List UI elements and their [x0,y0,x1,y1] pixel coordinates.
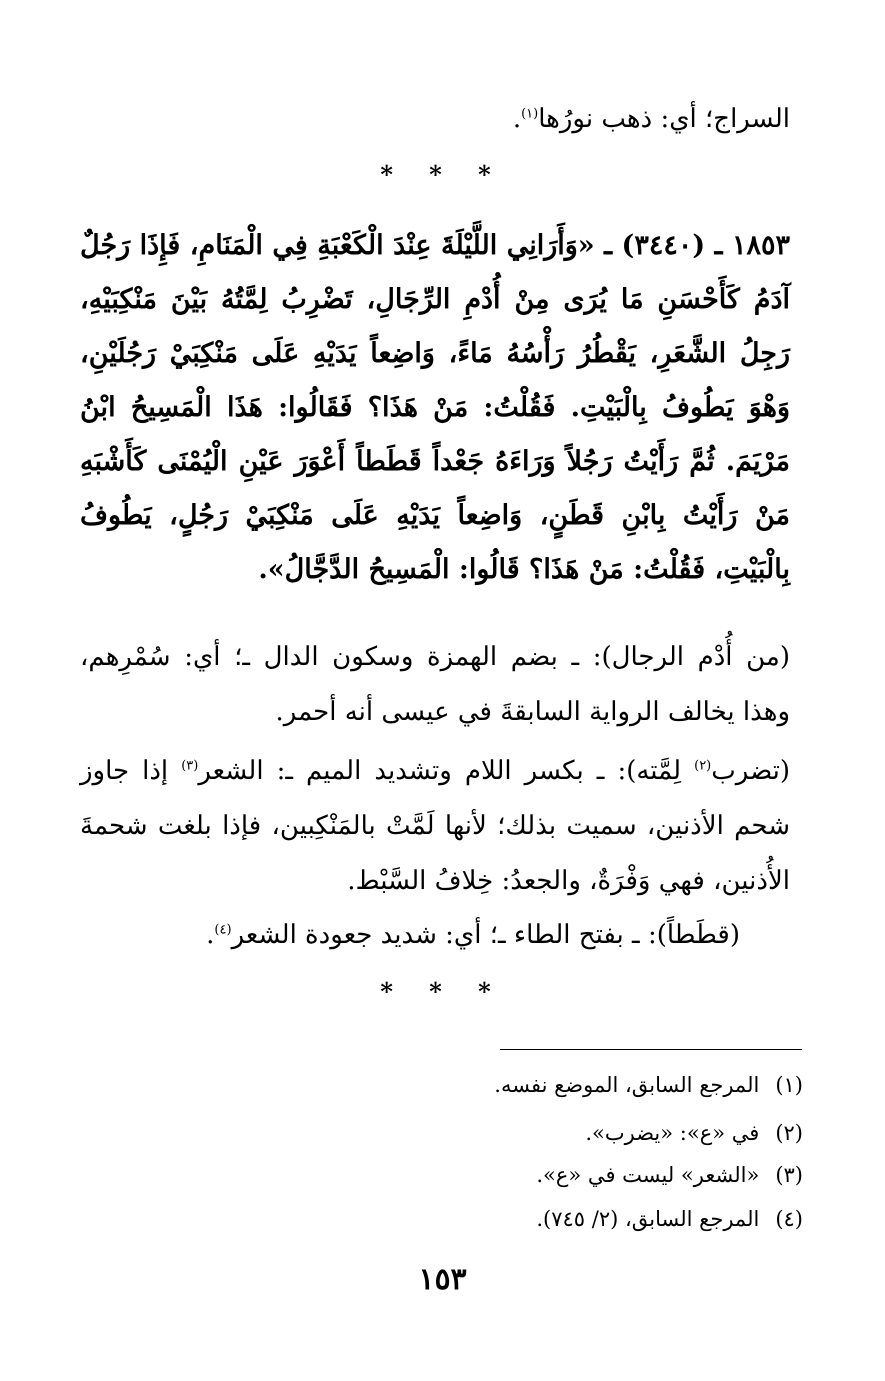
footnote-ref-1: (١) [521,106,539,122]
commentary-paragraph-3 [206,908,740,963]
commentary-3-end: . [206,920,215,950]
commentary-paragraph-1: (من أُدْم الرجال): ـ بضم الهمزة وسكون الدال ـ؛ أي: سُمْرِهم، وهذا يخالف الرواية السابقةَ في عيسى أنه أحمر. [80,642,790,727]
commentary-2-part-a: (تضرب [711,756,790,786]
footnote-1 [494,1073,803,1097]
footnote-number: (١) [775,1073,803,1097]
intro-end: . [512,104,522,134]
footnote-number: (٣) [775,1163,803,1187]
footnote-number: (٢) [775,1121,803,1145]
footnote-text: في «ع»: «يضرب». [585,1121,760,1145]
section-separator-top: * * * [380,160,505,189]
footnote-text: المرجع السابق، (٢/ ٧٤٥). [536,1207,760,1231]
footnote-ref-3: (٣) [181,758,199,774]
footnote-divider [500,1049,802,1050]
commentary-paragraph-2 [80,744,790,909]
footnote-text: المرجع السابق، الموضع نفسه. [494,1073,760,1097]
footnote-text: «الشعر» ليست في «ع». [536,1163,760,1187]
footnote-number: (٤) [775,1207,803,1231]
footnote-4 [536,1207,803,1231]
footnote-ref-2: (٢) [694,758,712,774]
footnote-3 [536,1163,803,1187]
intro-line [513,92,790,147]
footnote-2 [585,1121,803,1145]
intro-text: السراج؛ أي: ذهب نورُها [538,104,790,134]
commentary-3-text: (قطَطاً): ـ بفتح الطاء ـ؛ أي: شديد جعودة الشعر [231,920,740,950]
page-number: ١٥٣ [418,1262,467,1297]
commentary-2-part-c: إذا جاوز شحم الأذنين، سميت بذلك؛ لأنها لَمَّتْ بالمَنْكِبين، فإذا بلغت شحمةَ الأُذنين، فهي وَفْرَةٌ، والجعدُ: خِلافُ السَّبْط. [80,756,790,896]
footnote-ref-4: (٤) [214,922,232,938]
commentary-2-part-b: لِمَّته): ـ بكسر اللام وتشديد الميم ـ: الشعر [198,756,695,786]
hadith-paragraph: ١٨٥٣ ـ (٣٤٤٠) ـ «وَأَرَانِي اللَّيْلَةَ عِنْدَ الْكَعْبَةِ فِي الْمَنَامِ، فَإِذَا رَجُلٌ آدَمُ كَأَحْسَنِ مَا يُرَى مِنْ أُدْمِ الرِّجَالِ، تَضْرِبُ لِمَّتُهُ بَيْنَ مَنْكِبَيْهِ، رَجِلُ الشَّعَرِ، يَقْطُرُ رَأْسُهُ مَاءً، وَاضِعاً يَدَيْهِ عَلَى مَنْكِبَيْ رَجُلَيْنِ، وَهْوَ يَطُوفُ بِالْبَيْتِ. فَقُلْتُ: مَنْ هَذَا؟ فَقَالُوا: هَذَا الْمَسِيحُ ابْنُ مَرْيَمَ. ثُمَّ رَأَيْتُ رَجُلاً وَرَاءَهُ جَعْداً قَطَطاً أَعْوَرَ عَيْنِ الْيُمْنَى كَأَشْبَهِ مَنْ رَأَيْتُ بِابْنِ قَطَنٍ، وَاضِعاً يَدَيْهِ عَلَى مَنْكِبَيْ رَجُلٍ، يَطُوفُ بِالْبَيْتِ، فَقُلْتُ: مَنْ هَذَا؟ قَالُوا: الْمَسِيحُ الدَّجَّالُ». [80,230,790,585]
section-separator-bottom: * * * [380,977,505,1006]
